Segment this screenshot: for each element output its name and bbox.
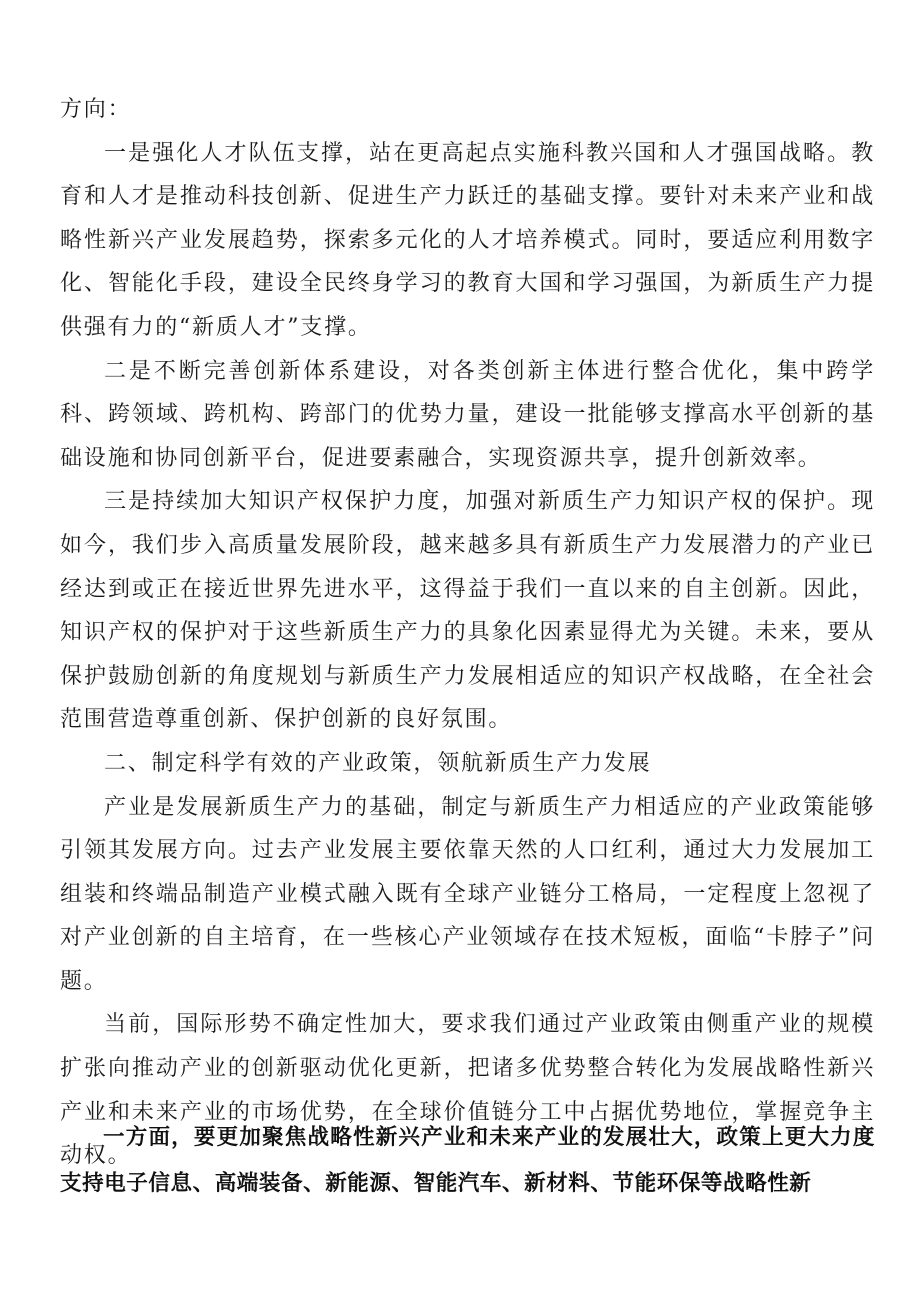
paragraph-industry-foundation: 产业是发展新质生产力的基础，制定与新质生产力相适应的产业政策能够引领其发展方向。过去产业发展主要依靠天然的人口红利，通过大力发展加工组装和终端品制造产业模式融入既有全球产业链分工格局，一定程度上忽视了对产业创新的自主培育，在一些核心产业领域存在技术短板，面临“卡脖子”问题。 <box>60 794 875 994</box>
paragraph-innovation-system: 二是不断完善创新体系建设，对各类创新主体进行整合优化，集中跨学科、跨领域、跨机构、跨部门的优势力量，建设一批能够支撑高水平创新的基础设施和协同创新平台，促进要素融合，实现资源共享，提升创新效率。 <box>60 358 875 471</box>
paragraph-talent-support: 一是强化人才队伍支撑，站在更高起点实施科教兴国和人才强国战略。教育和人才是推动科技创新、促进生产力跃迁的基础支撑。要针对未来产业和战略性新兴产业发展趋势，探索多元化的人才培养模式。同时，要适应利用数字化、智能化手段，建设全民终身学习的教育大国和学习强国，为新质生产力提供强有力的“新质人才”支撑。 <box>60 140 875 340</box>
paragraph-direction-fragment: 方向： <box>60 97 132 122</box>
paragraph-current-situation: 当前，国际形势不确定性加大，要求我们通过产业政策由侧重产业的规模扩张向推动产业的创新驱动优化更新，把诸多优势整合转化为发展战略性新兴产业和未来产业的市场优势，在全球价值链分工中占据优势地位，掌握竞争主动权。 <box>60 1012 875 1169</box>
paragraph-ip-protection: 三是持续加大知识产权保护力度，加强对新质生产力知识产权的保护。现如今，我们步入高质量发展阶段，越来越多具有新质生产力发展潜力的产业已经达到或正在接近世界先进水平，这得益于我们一直以来的自主创新。因此，知识产权的保护对于这些新质生产力的具象化因素显得尤为关键。未来，要从保护鼓励创新的角度规划与新质生产力发展相适应的知识产权战略，在全社会范围营造尊重创新、保护创新的良好氛围。 <box>60 489 875 733</box>
body-text <box>60 88 875 1178</box>
section-heading-industrial-policy: 二、制定科学有效的产业政策，领航新质生产力发展 <box>104 750 652 776</box>
bold-text <box>60 1115 875 1207</box>
paragraph-emerging-industries: 一方面，要更加聚焦战略性新兴产业和未来产业的发展壮大，政策上更大力度支持电子信息、高端装备、新能源、智能汽车、新材料、节能环保等战略性新 <box>60 1125 875 1196</box>
